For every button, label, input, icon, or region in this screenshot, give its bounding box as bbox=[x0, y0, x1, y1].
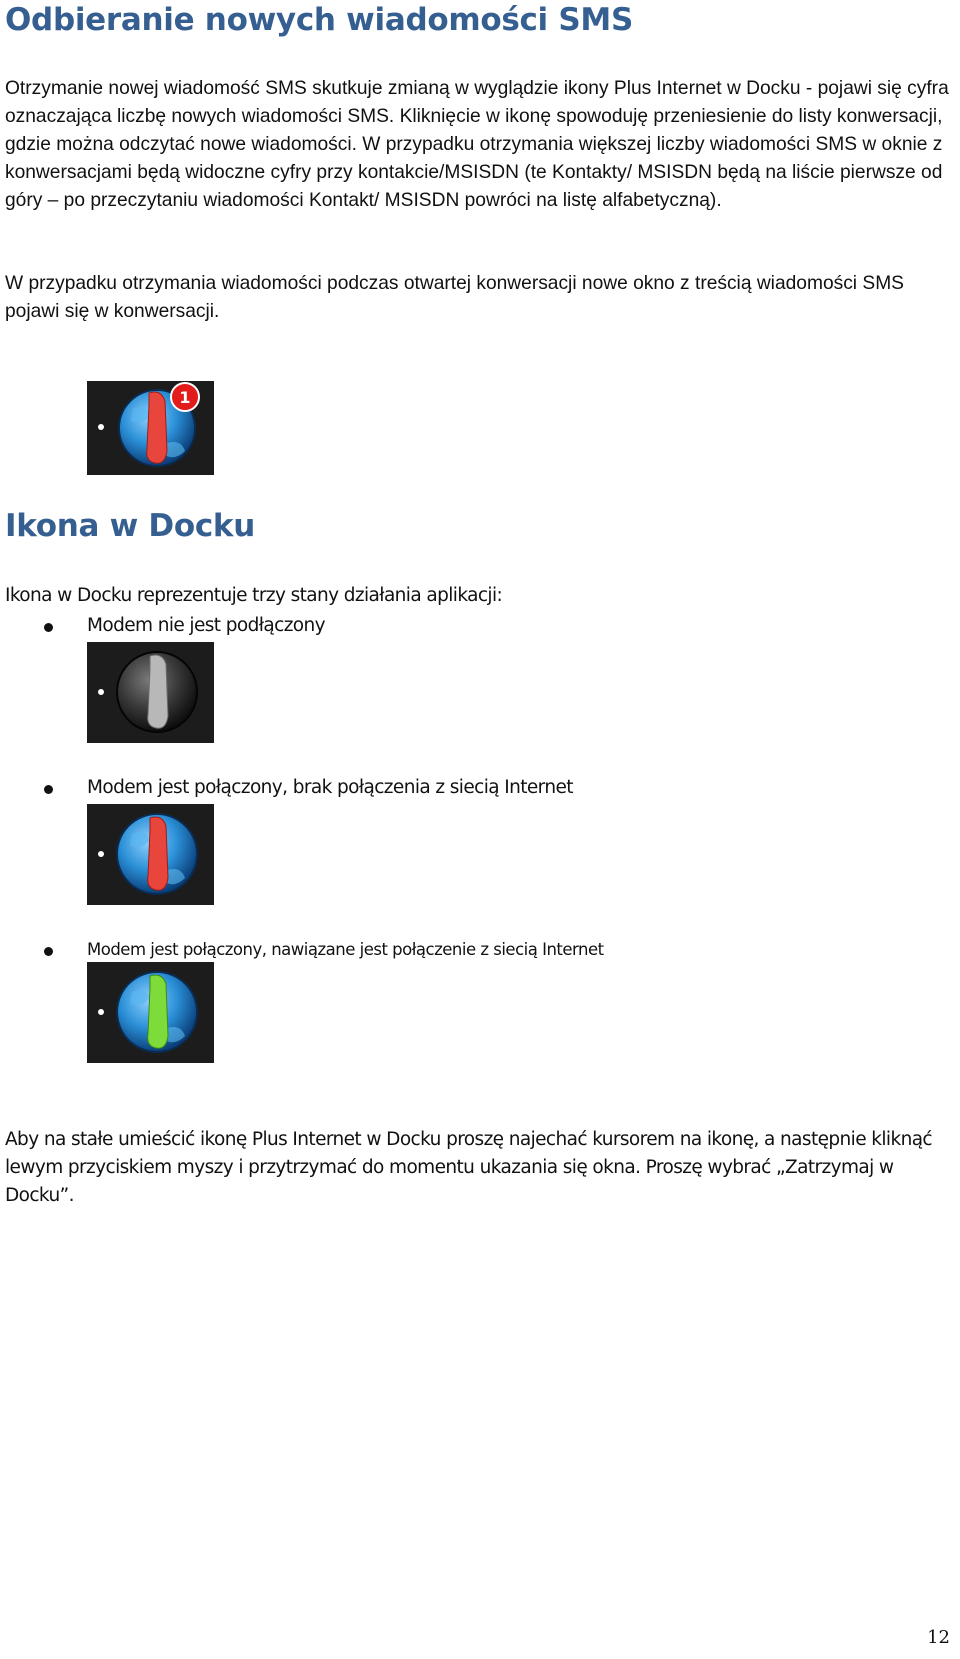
list-item bbox=[0, 774, 950, 802]
globe-grey-icon bbox=[87, 642, 214, 743]
list-item bbox=[0, 612, 950, 640]
globe-green-icon bbox=[87, 962, 214, 1063]
sms-paragraph-1: Otrzymanie nowej wiadomość SMS skutkuje zmianą w wyglądzie ikony Plus Internet w Docku - pojawi się cyfra oznaczająca liczbę nowych wiadomości SMS. Kliknięcie w ikonę spowoduję przeniesienie do listy konwersacji, gdzie można odczytać nowe wiadomości. W przypadku otrzymania większej liczby wiadomości SMS w oknie z konwersacjami będą widoczne cyfry przy kontakcie/MSISDN (te Kontakty/ MSISDN będą na liście pierwsze od góry – po przeczytaniu wiadomości Kontakt/ MSISDN powróci na listę alfabetyczną). bbox=[5, 78, 949, 211]
page-number: 12 bbox=[927, 1627, 950, 1648]
dock-intro-text: Ikona w Docku reprezentuje trzy stany działania aplikacji: bbox=[5, 585, 503, 606]
bullet-icon bbox=[44, 947, 53, 956]
state-label: Modem nie jest podłączony bbox=[87, 615, 326, 636]
state-label: Modem jest połączony, brak połączenia z siecią Internet bbox=[87, 777, 573, 798]
globe-sms-badge-icon bbox=[87, 381, 214, 475]
bullet-icon bbox=[44, 785, 53, 794]
section-heading-dock: Ikona w Docku bbox=[5, 508, 256, 544]
list-item bbox=[0, 936, 950, 964]
globe-red-icon bbox=[87, 804, 214, 905]
state-label: Modem jest połączony, nawiązane jest połączenie z siecią Internet bbox=[87, 940, 604, 959]
sms-paragraph-2: W przypadku otrzymania wiadomości podczas otwartej konwersacji nowe okno z treścią wiadomości SMS pojawi się w konwersacji. bbox=[5, 273, 904, 322]
sms-badge-count: 1 bbox=[179, 388, 191, 407]
section-heading-sms: Odbieranie nowych wiadomości SMS bbox=[5, 2, 633, 38]
bullet-icon bbox=[44, 623, 53, 632]
dock-final-paragraph: Aby na stałe umieścić ikonę Plus Internet w Docku proszę najechać kursorem na ikonę, a następnie kliknąć lewym przyciskiem myszy i przytrzymać do momentu ukazania się okna. Proszę wybrać „Zatrzymaj w Docku”. bbox=[5, 1129, 933, 1206]
